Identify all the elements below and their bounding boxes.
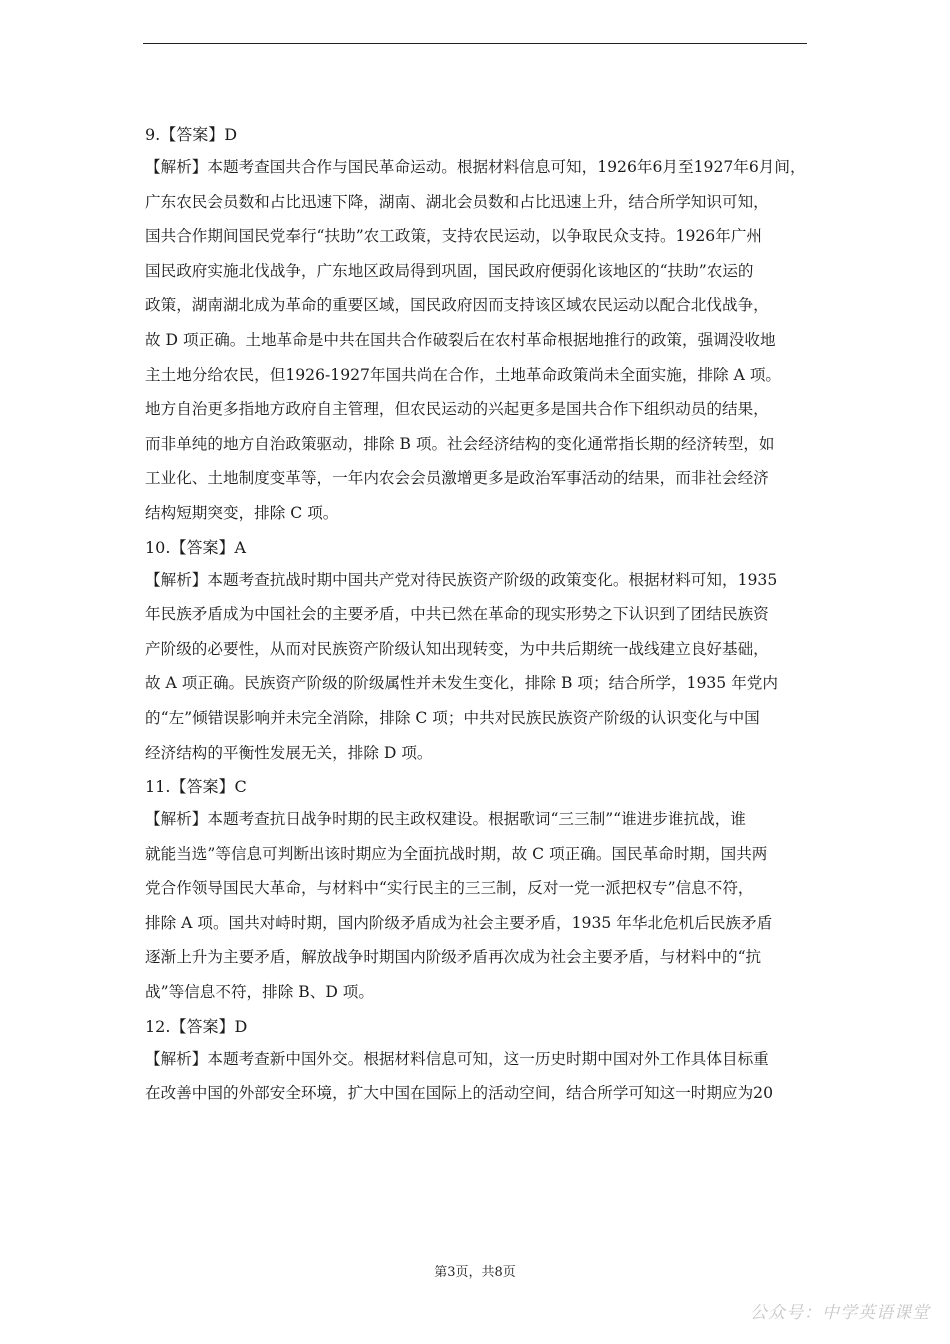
text-line: 排除 A 项。国共对峙时期，国内阶级矛盾成为社会主要矛盾，1935 年华北危机后民族矛盾 <box>145 913 773 932</box>
text-line: 在改善中国的外部安全环境，扩大中国在国际上的活动空间，结合所学可知这一时期应为20 <box>145 1084 773 1103</box>
text-line: 故 A 项正确。民族资产阶级的阶级属性并未发生变化，排除 B 项；结合所学，1935 年党内 <box>145 674 778 693</box>
text-line: 工业化、土地制度变革等，一年内农会会员激增更多是政治军事活动的结果，而非社会经济 <box>145 469 769 488</box>
text-line: 地方自治更多指地方政府自主管理，但农民运动的兴起更多是国共合作下组织动员的结果， <box>145 400 769 419</box>
document-body <box>145 118 807 1111</box>
text-line: 而非单纯的地方自治政策驱动，排除 B 项。社会经济结构的变化通常指长期的经济转型，如 <box>145 434 775 453</box>
explanation <box>145 1042 807 1111</box>
answer-block-12 <box>145 1012 807 1111</box>
answer-label: 10.【答案】A <box>145 537 247 557</box>
text-line: 政策，湖南湖北成为革命的重要区域，国民政府因而支持该区域农民运动以配合北伐战争， <box>145 296 769 315</box>
text-line: 年民族矛盾成为中国社会的主要矛盾，中共已然在革命的现实形势之下认识到了团结民族资 <box>145 605 769 624</box>
watermark: 公众号：中学英语课堂 <box>750 1303 930 1323</box>
explanation <box>145 150 807 531</box>
text-line: 【解析】本题考查国共合作与国民革命运动。根据材料信息可知，1926年6月至1927年6月间， <box>145 158 806 176</box>
explanation <box>145 802 807 1010</box>
page-number: 第3页，共8页 <box>434 1265 516 1280</box>
text-line: 国共合作期间国民党奉行“扶助”农工政策，支持农民运动，以争取民众支持。1926年广州 <box>145 227 763 246</box>
text-line: 经济结构的平衡性发展无关，排除 D 项。 <box>145 743 433 762</box>
text-line: 广东农民会员数和占比迅速下降，湖南、湖北会员数和占比迅速上升，结合所学知识可知， <box>145 192 769 211</box>
text-line: 战”等信息不符，排除 B、D 项。 <box>145 983 374 1002</box>
text-line: 就能当选”等信息可判断出该时期应为全面抗战时期，故 C 项正确。国民革命时期，国共两 <box>145 844 768 863</box>
answer-block-10 <box>145 533 807 771</box>
text-line: 【解析】本题考查抗日战争时期的民主政权建设。根据歌词“三三制”“谁进步谁抗战，谁 <box>145 810 746 829</box>
text-line: 逐渐上升为主要矛盾，解放战争时期国内阶级矛盾再次成为社会主要矛盾，与材料中的“抗 <box>145 948 762 967</box>
text-line: 产阶级的必要性，从而对民族资产阶级认知出现转变，为中共后期统一战线建立良好基础， <box>145 639 769 658</box>
text-line: 【解析】本题考查抗战时期中国共产党对待民族资产阶级的政策变化。根据材料可知，1935 <box>145 570 778 589</box>
answer-label: 11.【答案】C <box>145 777 247 797</box>
answer-label: 12.【答案】D <box>145 1016 248 1036</box>
text-line: 党合作领导国民大革命，与材料中“实行民主的三三制，反对一党一派把权专”信息不符， <box>145 879 754 898</box>
text-line: 【解析】本题考查新中国外交。根据材料信息可知，这一历史时期中国对外工作具体目标重 <box>145 1049 769 1068</box>
answer-label: 9.【答案】D <box>145 125 238 144</box>
answer-block-11 <box>145 772 807 1010</box>
text-line: 故 D 项正确。土地革命是中共在国共合作破裂后在农村革命根据地推行的政策，强调没收地 <box>145 330 776 349</box>
explanation <box>145 563 807 771</box>
text-line: 结构短期突变，排除 C 项。 <box>145 503 339 522</box>
text-line: 国民政府实施北伐战争，广东地区政局得到巩固，国民政府便弱化该地区的“扶助”农运的 <box>145 261 754 280</box>
answer-block-9 <box>145 120 807 531</box>
text-line: 的“左”倾错误影响并未完全消除，排除 C 项；中共对民族民族资产阶级的认识变化与中国 <box>145 708 760 727</box>
header-rule <box>143 43 807 44</box>
text-line: 主土地分给农民，但1926-1927年国共尚在合作，土地革命政策尚未全面实施，排除 A 项。 <box>145 365 782 384</box>
